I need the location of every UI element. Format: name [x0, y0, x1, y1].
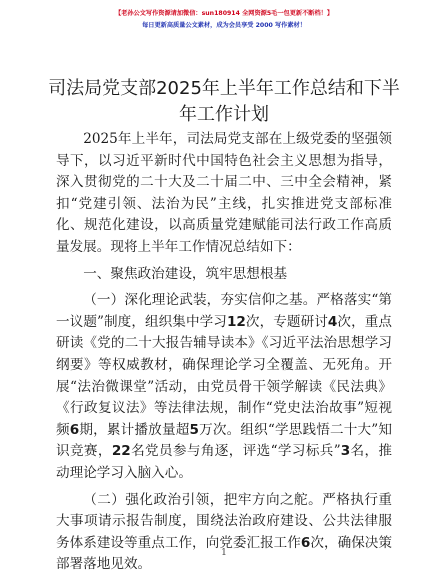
promo-banner-line-1: 【老孙公文写作资源请加微信：sun180914 全网资源5毛一包更新不断档！】 [114, 10, 334, 17]
subsection-lead: （一）深化理论武装，夯实信仰之基。 [83, 292, 317, 309]
paragraph-text: 次，重点研读《党的二十大报告辅导读本》《习近平法治思想学习纲要》等权威教材，确保理论学习全覆盖、无死角。开展“法治微课堂”活动，由党员骨干领学解读《民法典》《行政复议法》等法律法规，制作“党史法治故事”短视频 [56, 313, 392, 438]
paragraph-text: 名，推动理论学习入脑入心。 [56, 443, 393, 481]
paragraph-text: 次，确保决策部署落地见效。 [56, 534, 393, 573]
figure-number: 22 [111, 443, 131, 460]
figure-number: 6 [69, 421, 80, 438]
paragraph-text: 严格执行重大事项请示报告制度，围绕法治政府建设、公共法律服务体系建设等重点工作，向党委汇报工作 [56, 491, 393, 551]
intro-paragraph: 2025年上半年，司法局党支部在上级党委的坚强领导下，以习近平新时代中国特色社会主义思想为指导，深入贯彻党的二十大及二十届二中、三中全会精神，紧扣“党建引领、法治为民”主线，扎实推进党支部标准化、规范化建设，以高质量党建赋能司法行政工作高质量发展。现将上半年工作情况总结如下： [56, 131, 392, 255]
paragraph-text: 严格落实“第一议题”制度，组织集中学习 [56, 292, 393, 330]
paragraph-text: 万次。组织“学思践悟二十大”知识竞赛， [56, 421, 393, 460]
paragraph-text: 期，累计播放量超 [79, 421, 190, 438]
document-title: 司法局党支部2025年上半年工作总结和下半年工作计划 [48, 78, 400, 125]
subsection-lead: （二）强化政治引领，把牢方向之舵。 [83, 491, 323, 508]
subsection-paragraph-1 [56, 290, 392, 484]
paragraph-text: 次，专题研讨 [245, 313, 328, 330]
promo-banner [0, 8, 448, 32]
figure-number: 3 [340, 443, 351, 460]
figure-number: 12 [226, 313, 246, 330]
promo-banner-line-2: 每日更新高质量公文素材，成为会员享受 2000 写作素材！ [142, 22, 306, 29]
page-number: 1 [221, 548, 227, 558]
section-heading: 一、聚焦政治建设，筑牢思想根基 [83, 265, 288, 282]
document-body [56, 129, 392, 576]
figure-number: 5 [189, 421, 199, 438]
subsection-paragraph-2 [56, 490, 392, 576]
paragraph-text: 名党员参与角逐，评选“学习标兵” [130, 443, 341, 460]
figure-number: 4 [327, 313, 338, 330]
figure-number: 6 [300, 534, 311, 551]
